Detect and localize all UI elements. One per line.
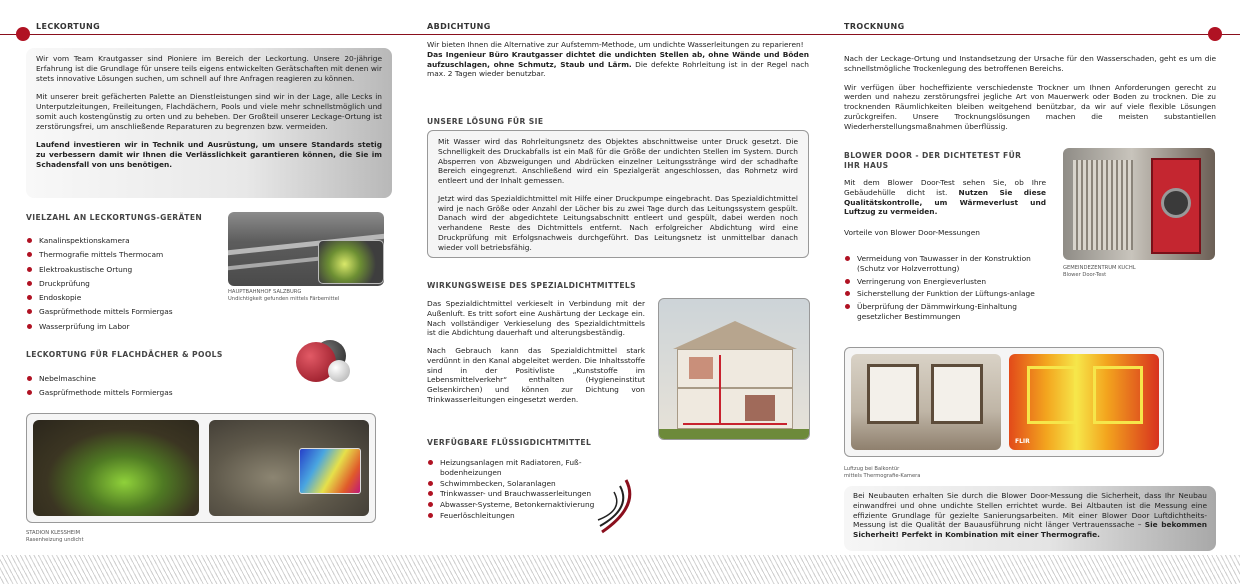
heading-trocknung: TROCKNUNG <box>844 22 905 31</box>
blower-door-photo <box>1063 148 1215 260</box>
list-item: Nebelmaschine <box>26 374 266 384</box>
header-rule <box>0 34 1240 35</box>
red-dot-left <box>16 27 30 41</box>
thermo-photo-right <box>1009 354 1159 450</box>
hauptbahnhof-photo <box>228 212 384 286</box>
stadion-photo-frame <box>26 413 376 523</box>
blower-heading: BLOWER DOOR - DER DICHTETEST FÜR IHR HAUS <box>844 151 1022 170</box>
thermo-caption: Luftzug bei Balkontür mittels Thermografie-Kamera <box>844 466 921 480</box>
stadion-caption: STADION KLESSHEIM Rasenheizung undicht <box>26 530 84 544</box>
flach-heading: LECKORTUNG FÜR FLACHDÄCHER & POOLS <box>26 350 223 359</box>
geraete-heading: VIELZAHL AN LECKORTUNGS-GERÄTEN <box>26 213 203 222</box>
loesung-box <box>427 130 809 258</box>
list-item: Sicherstellung der Funktion der Lüftungs-anlage <box>844 289 1050 299</box>
flach-list <box>26 374 266 403</box>
wirkung-text-1: Das Spezialdichtmittel verkieselt in Verbindung mit der Außenluft. Es tritt sofort eine Aushärtung der Leckage ein. Nach vollständiger Verkieselung des Spezialdichtmittels ist die Abdichtung dauerhaft und alterungsbeständig. <box>427 299 645 338</box>
geraete-list <box>26 236 216 336</box>
leckortung-intro-box <box>26 48 392 198</box>
loesung-heading: UNSERE LÖSUNG FÜR SIE <box>427 117 544 126</box>
list-item: Kanalinspektionskamera <box>26 236 216 246</box>
loesung-text-2: Jetzt wird das Spezialdichtmittel mit Hilfe einer Druckpumpe eingebracht. Das Spezialdichtmittel wird je nach Größe oder Anzahl der Löcher bis zu zwei Tage durch das Leitungssystem gespült. Danach wird der abgedichtete Leitungsabschnitt entleert und gespült, dabei werden noch verhandene Reste des Dichtmittels entfernt. Nach erfolgreicher Abdichtung wird eine Druckprüfung mit Erfolgsnachweis durchgeführt. Das Leitungsnetz ist unmittelbar danach wieder voll betriebsfähig. <box>438 193 798 252</box>
red-dot-right <box>1208 27 1222 41</box>
list-item: Schwimmbecken, Solaranlagen <box>427 479 627 489</box>
swoosh-decoration <box>596 476 640 536</box>
thermo-photo-frame <box>844 347 1164 457</box>
spheres-graphic <box>294 336 354 388</box>
list-item: Gasprüfmethode mittels Formiergas <box>26 388 266 398</box>
blower-text: Mit dem Blower Door-Test sehen Sie, ob Ihre Gebäudehülle dicht ist. Nutzen Sie diese Qualitätskontrolle, um Wärmeverlust und Luftzug zu vermeiden. <box>844 178 1046 217</box>
thermo-photo-left <box>851 354 1001 450</box>
trocknung-intro-2: Wir verfügen über hocheffiziente verschiedenste Trockner um Ihnen Anforderungen gerecht zu werden und nahezu zerstörungsfrei jegliche Art von Mauerwerk oder Boden zu trocknen. Die zu trocknenden Räumlichkeiten bleiben weitgehend benützbar, da wir auf viele flexible Lösungen zurückgreifen. Unsere Trocknungslösungen machen die meisten substantiellen Wiederherstellungsmaßnahmen überflüssig. <box>844 82 1216 131</box>
loesung-text-1: Mit Wasser wird das Rohrleitungsnetz des Objektes abschnittweise unter Druck gesetzt. Die Schnelligkeit des Druckabfalls ist ein Maß für die Größe der undichten Stellen im System. Durch Absperren von Abzweigungen und Abdrücken einzelner Leitungsstränge wird der schadhafte Bereich eingegrenzt. Anschließend wird ein Spezialgerät angeschlossen, das Rohrnetz wird entleert und der Inhalt gemessen. <box>438 137 798 186</box>
list-item: Thermografie mittels Thermocam <box>26 250 216 260</box>
vorteile-heading: Vorteile von Blower Door-Messungen <box>844 228 980 237</box>
heading-abdichtung: ABDICHTUNG <box>427 22 491 31</box>
hauptbahnhof-caption: HAUPTBAHNHOF SALZBURG Undichtigkeit gefunden mittels Färbemittel <box>228 289 340 303</box>
final-info-box <box>844 486 1216 551</box>
list-item: Druckprüfung <box>26 279 216 289</box>
list-item: Abwasser-Systeme, Betonkernaktivierung <box>427 500 627 510</box>
list-item: Verringerung von Energieverlusten <box>844 277 1050 287</box>
list-item: Feuerlöschleitungen <box>427 511 627 521</box>
final-text: Bei Neubauten erhalten Sie durch die Blower Door-Messung die Sicherheit, dass Ihr Neubau einwandfrei und ohne undichte Stellen errichtet wurde. Bei Altbauten ist die Messung eine effiziente Grundlage für gezielte Sanierungsarbeiten. Mit einer Blower Door Luftdichtheits-Messung ist die Qualität der Bauausführung nicht länger Vertrauenssache – Sie bekommen Sicherheit! Perfekt in Kombination mit einer Thermografie. <box>853 491 1207 540</box>
wirkung-text-2: Nach Gebrauch kann das Spezialdichtmittel stark verdünnt in den Kanal abgeleitet werden. Die Inhaltsstoffe sind in der Positivliste „Kunststoffe im Lebensmittelverkehr“ enthalten (Hygieneinstitut Gelsenkirchen) und können zur Dichtung von Trinkwasserleitungen eingesetzt werden. <box>427 346 645 404</box>
stadion-photo-left <box>33 420 199 516</box>
list-item: Elektroakustische Ortung <box>26 265 216 275</box>
list-item: Endoskopie <box>26 293 216 303</box>
blower-door-caption: GEMEINDEZENTRUM KUCHL Blower Door-Test <box>1063 265 1136 279</box>
bottom-hatch-decoration <box>0 555 1240 584</box>
list-item: Trinkwasser- und Brauchwasserleitungen <box>427 489 627 499</box>
vorteile-list <box>844 254 1050 325</box>
house-illustration <box>658 298 810 440</box>
list-item: Heizungsanlagen mit Radiatoren, Fuß-bodenheizungen <box>427 458 627 478</box>
wirkung-heading: WIRKUNGSWEISE DES SPEZIALDICHTMITTELS <box>427 281 637 290</box>
leckortung-intro-bold: Laufend investieren wir in Technik und Ausrüstung, um unsere Standards stetig zu verbessern damit wir Ihnen die Verlässlichkeit garantieren können, die Sie im Schadensfall von uns benötigen. <box>36 140 382 169</box>
list-item: Vermeidung von Tauwasser in der Konstruktion (Schutz vor Holzverrottung) <box>844 254 1050 274</box>
wirkung-text <box>427 299 645 405</box>
leckortung-intro-2: Mit unserer breit gefächerten Palette an Dienstleistungen sind wir in der Lage, alle Lecks in Unterputzleitungen, Freileitungen, Flachdächern, Pools und viele mehr schnellstmöglich und somit auch kostengünstig zu orten und zu beheben. Der Großteil unserer Leckage-Ortung ist zerstörungsfrei, um anschließende Reparaturen zu begrenzen bzw. vermeiden. <box>36 92 382 131</box>
stadion-photo-right <box>209 420 369 516</box>
list-item: Gasprüfmethode mittels Formiergas <box>26 307 216 317</box>
fluessig-heading: VERFÜGBARE FLÜSSIGDICHTMITTEL <box>427 438 592 447</box>
flir-logo: FLIR <box>1015 438 1030 446</box>
list-item: Wasserprüfung im Labor <box>26 322 216 332</box>
trocknung-intro <box>844 54 1216 131</box>
list-item: Überprüfung der Dämmwirkung-Einhaltung gesetzlicher Bestimmungen <box>844 302 1050 322</box>
leckortung-intro-1: Wir vom Team Krautgasser sind Pioniere im Bereich der Leckortung. Unsere 20-jährige Erfahrung ist die Grundlage für unsere teils eigens entwickelten Gerätschaften mit denen wir stets innovative Lösungen suchen, um schnell auf Ihre Anfragen reagieren zu können. <box>36 54 382 83</box>
trocknung-intro-1: Nach der Leckage-Ortung und Instandsetzung der Ursache für den Wasserschaden, geht es um die schnellstmögliche Trockenlegung des betroffenen Bereichs. <box>844 54 1216 73</box>
abdichtung-intro: Wir bieten Ihnen die Alternative zur Aufstemm-Methode, um undichte Wasserleitungen zu reparieren! Das Ingenieur Büro Krautgasser dichtet die undichten Stellen ab, ohne Wände und Böden aufzuschlagen, ohne Schmutz, Staub und Lärm. Die defekte Rohrleitung ist in der Regel nach max. 2 Tagen wieder benutzbar. <box>427 40 809 79</box>
heading-leckortung: LECKORTUNG <box>36 22 101 31</box>
